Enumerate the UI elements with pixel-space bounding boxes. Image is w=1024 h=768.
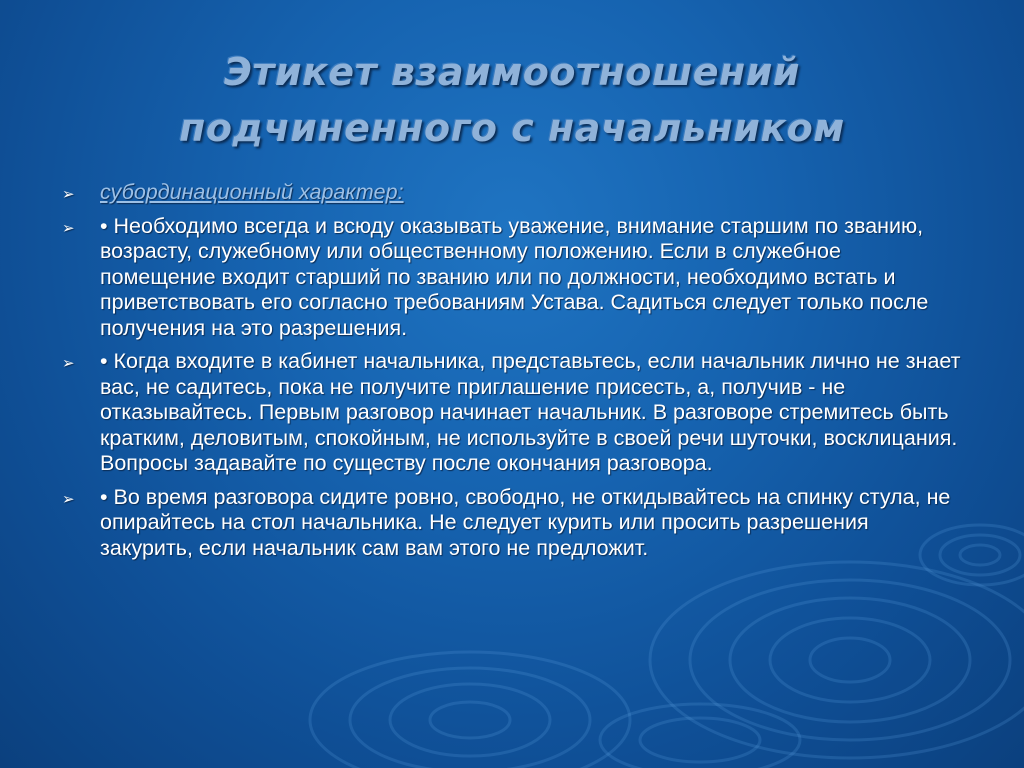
arrow-right-icon: ➢ [62, 489, 75, 508]
list-item-text: • Необходимо всегда и всюду оказывать уважение, внимание старшим по званию, возрасту, служебному или общественному положению. Если в служебное помещение входит старший по званию или по должности, необходимо встать и приветствовать его согласно требованиям Устава. Садиться следует только после получения на это разрешения. [100, 213, 929, 340]
arrow-right-icon: ➢ [62, 218, 75, 237]
slide-title [100, 44, 924, 156]
arrow-right-icon: ➢ [62, 354, 75, 372]
list-item [62, 349, 962, 477]
list-item [62, 485, 962, 562]
bullet-list [62, 180, 962, 569]
list-item [62, 214, 962, 342]
title-line-1: Этикет взаимоотношений [223, 50, 801, 94]
arrow-right-icon: ➢ [62, 185, 75, 203]
title-line-2: подчиненного с начальником [179, 106, 845, 150]
list-item-text: • Когда входите в кабинет начальника, представьтесь, если начальник лично не знает вас, не садитесь, пока не получите приглашение присесть, а, получив - не отказывайтесь. Первым разговор начинает начальник. В разговоре стремитесь быть кратким, деловитым, спокойным, не используйте в своей речи шуточки, восклицания. Вопросы задавайте по существу после окончания разговора. [100, 349, 961, 475]
subheading: субординационный характер: [100, 180, 404, 204]
list-item [62, 180, 962, 206]
list-item-text: • Во время разговора сидите ровно, свободно, не откидывайтесь на спинку стула, не опирайтесь на стол начальника. Не следует курить или просить разрешения закурить, если начальник сам вам этого не предложит. [100, 484, 951, 560]
